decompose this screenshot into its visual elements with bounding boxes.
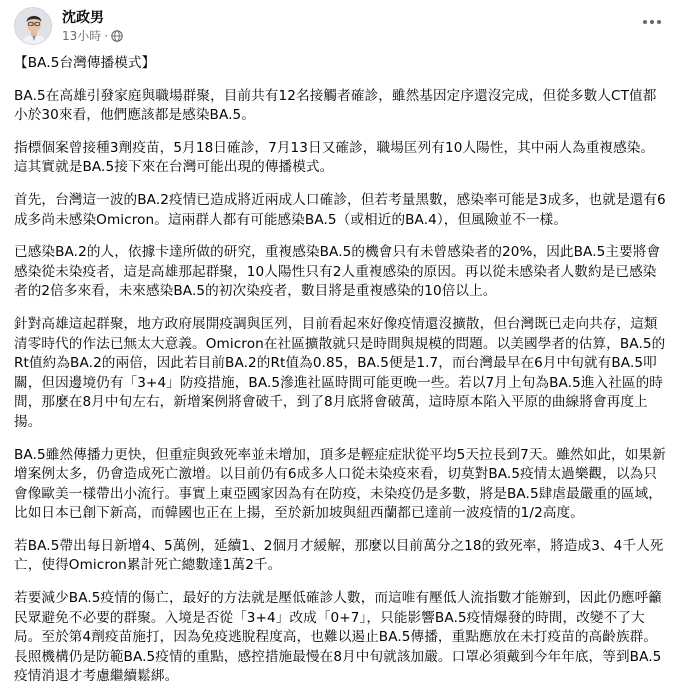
post-paragraph: 已感染BA.2的人，依據卡達所做的研究，重複感染BA.5的機會只有未曾感染者的20%，因此BA.5主要將會感染從未染疫者，這是高雄那起群聚，10人陽性只有2人重複感染的原因。再以從未感染者人數約是已感染者的2倍多來看，未來感染BA.5的初次染疫者，數目將是重複感染的10倍以上。 xyxy=(14,244,661,300)
post-paragraph: 若BA.5帶出每日新增4、5萬例，延續1、2個月才緩解，那麼以目前萬分之18的致死率，將造成3、4千人死亡，使得Omicron累計死亡總數達1萬2千。 xyxy=(14,537,664,574)
post-meta xyxy=(62,9,123,44)
more-options-icon[interactable] xyxy=(636,10,668,34)
post-body xyxy=(14,54,666,700)
post-paragraph: 首先，台灣這一波的BA.2疫情已造成將近兩成人口確診，但若考量黑數，感染率可能是3成多，也就是還有6成多尚未感染Omicron。這兩群人都有可能感染BA.5（或相近的BA.4），但風險並不一樣。 xyxy=(14,191,666,228)
post-paragraph: BA.5雖然傳播力更快，但重症與致死率並未增加，頂多是輕症症狀從平均5天拉長到7天。雖然如此，如果新增案例太多，仍會造成死亡激增。以目前仍有6成多人口從未染疫來看，切莫對BA.5疫情太過樂觀，以為只會像歐美一樣帶出小流行。事實上東亞國家因為有在防疫，未染疫仍是多數，將是BA.5肆虐最嚴重的區域，比如日本已創下新高，而韓國也正在上揚，至於新加坡與紐西蘭都已達前一波疫情的1/2高度。 xyxy=(14,446,666,522)
author-name[interactable]: 沈政男 xyxy=(62,9,104,26)
post-paragraph: 指標個案曾接種3劑疫苗，5月18日確診，7月13日又確診，職場匡列有10人陽性，其中兩人為重複感染。這其實就是BA.5接下來在台灣可能出現的傳播模式。 xyxy=(14,139,655,176)
post-paragraph: 若要減少BA.5疫情的傷亡，最好的方法就是壓低確診人數，而這唯有壓低人流指數才能辦到，因此仍應呼籲民眾避免不必要的群聚。入境是否從「3+4」改成「0+7」，只能影響BA.5疫情爆發的時間，改變不了大局。至於第4劑疫苗施打，因為免疫逃脫程度高，也難以遏止BA.5傳播，重點應放在未打疫苗的高齡族群。長照機構仍是防範BA.5疫情的重點，感控措施最慢在8月中旬就該加嚴。口罩必須戴到今年年底，等到BA.5疫情消退才考慮繼續鬆綁。 xyxy=(14,590,662,685)
globe-icon[interactable] xyxy=(111,30,123,42)
post-timestamp[interactable]: 13小時 xyxy=(62,28,102,43)
author-avatar[interactable] xyxy=(14,7,52,45)
post-paragraph: BA.5在高雄引發家庭與職場群聚，目前共有12名接觸者確診，雖然基因定序還沒完成，但從多數人CT值都小於30來看，他們應該都是感染BA.5。 xyxy=(14,87,657,124)
post-title: 【BA.5台灣傳播模式】 xyxy=(14,55,156,71)
post-paragraph: 針對高雄這起群聚，地方政府展開疫調與匡列，目前看起來好像疫情還沒擴散，但台灣既已走向共存，這類清零時代的作法已無太大意義。Omicron在社區擴散就只是時間與規模的問題。以美國學者的估算，BA.5的Rt值約為BA.2的兩倍，因此若目前BA.2的Rt值為0.85，BA.5便是1.7，而台灣最早在6月中旬就有BA.5叩關，但因邊境仍有「3+4」防疫措施，BA.5滲進社區時間可能更晚一些。若以7月上旬為BA.5進入社區的時間，那麼在8月中旬左右，新增案例將會破千，到了8月底將會破萬，這時原本陷入平原的曲線將會再度上揚。 xyxy=(14,315,666,430)
post-header xyxy=(14,6,123,46)
separator-dot: · xyxy=(104,28,109,43)
post-subline xyxy=(62,28,123,44)
avatar-portrait-icon xyxy=(15,8,52,45)
